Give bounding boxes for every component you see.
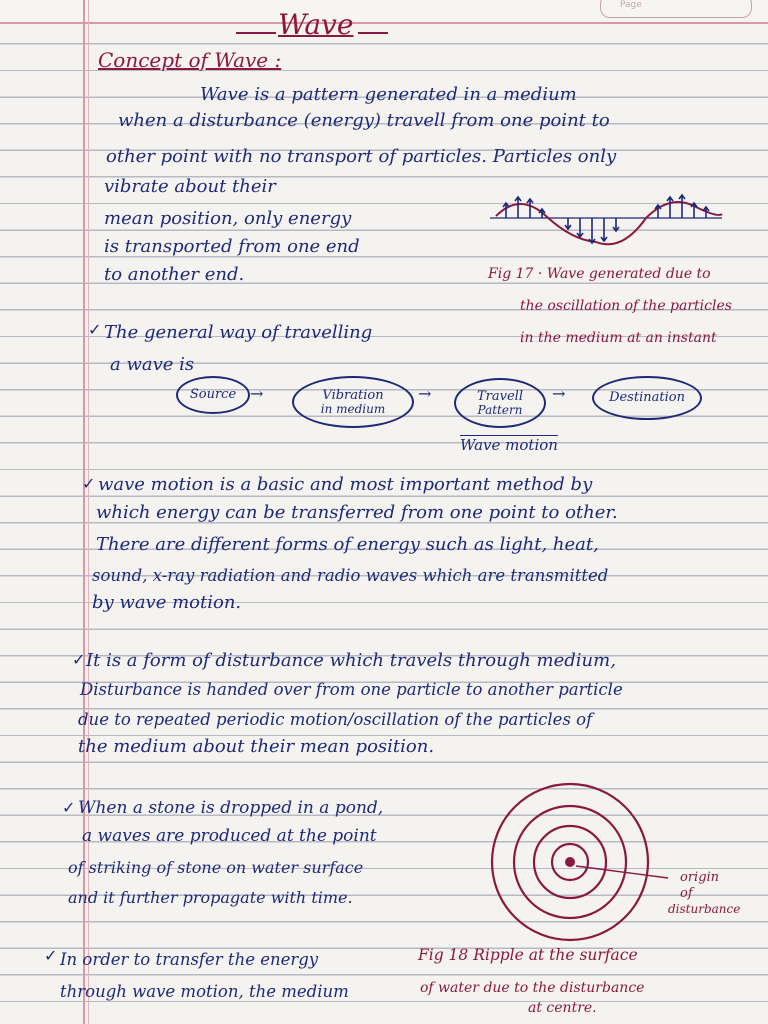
fig18-caption-line: Fig 18 Ripple at the surface — [418, 946, 638, 964]
transfer-line: In order to transfer the energy — [60, 950, 319, 969]
disturbance-line: the medium about their mean position. — [78, 736, 435, 757]
ripple-circles-sketch — [486, 772, 666, 952]
fig17-caption-line: the oscillation of the particles — [520, 298, 732, 314]
transverse-wave-sketch — [490, 186, 730, 256]
stone-line: and it further propagate with time. — [68, 888, 353, 907]
concept-line: vibrate about their — [104, 176, 276, 197]
motion-line: by wave motion. — [92, 592, 242, 613]
flow-arrow: → — [418, 384, 432, 403]
fig17-caption-line: Fig 17 · Wave generated due to — [488, 266, 711, 282]
concept-line: is transported from one end — [104, 236, 360, 257]
flow-node-sublabel: Pattern — [477, 402, 523, 417]
concept-line: mean position, only energy — [104, 208, 352, 229]
flow-arrow: → — [250, 384, 264, 403]
motion-line: wave motion is a basic and most important method by — [98, 474, 593, 495]
origin-label-line: of — [680, 886, 693, 901]
flow-node-sublabel: in medium — [320, 401, 386, 416]
page-label: Page — [620, 0, 642, 10]
stone-line: of striking of stone on water surface — [68, 858, 364, 877]
flow-node-source — [176, 376, 250, 414]
concept-line: to another end. — [104, 264, 245, 285]
fig18-caption-line: of water due to the disturbance — [420, 980, 645, 996]
title-flourish-left — [236, 32, 276, 34]
stone-line: When a stone is dropped in a pond, — [78, 798, 384, 818]
bullet-tick: ✓ — [72, 650, 86, 669]
bullet-tick: ✓ — [82, 474, 96, 493]
wave-motion-caption: Wave motion — [460, 436, 558, 454]
flow-node-label: Source — [189, 387, 237, 403]
flow-node-vibration — [292, 376, 414, 428]
motion-line: There are different forms of energy such as light, heat, — [96, 534, 599, 555]
concept-line: Wave is a pattern generated in a medium — [200, 84, 577, 105]
disturbance-line: due to repeated periodic motion/oscillation of the particles of — [78, 710, 593, 729]
disturbance-line: Disturbance is handed over from one particle to another particle — [80, 680, 623, 699]
origin-label-line: origin — [680, 870, 720, 885]
flow-node-label: Vibration — [322, 387, 384, 403]
bullet-tick: ✓ — [62, 798, 76, 817]
fig18-caption-line: at centre. — [528, 1000, 597, 1016]
motion-line: which energy can be transferred from one point to other. — [96, 502, 618, 523]
travel-intro-line: The general way of travelling — [104, 322, 373, 343]
fig17-caption-line: in the medium at an instant — [520, 330, 717, 346]
disturbance-line: It is a form of disturbance which travels through medium, — [86, 650, 616, 671]
flow-node-travel-pattern — [454, 378, 546, 428]
title-flourish-right — [358, 32, 388, 34]
flow-arrow: → — [552, 384, 566, 403]
flow-node-label: Travell — [477, 388, 523, 404]
bullet-tick: ✓ — [88, 320, 102, 339]
stone-line: a waves are produced at the point — [82, 826, 377, 846]
page-title: Wave — [278, 8, 354, 41]
concept-line: other point with no transport of particles. Particles only — [106, 146, 617, 167]
motion-line: sound, x-ray radiation and radio waves which are transmitted — [92, 566, 609, 585]
flow-node-destination — [592, 376, 702, 420]
origin-label-line: disturbance — [668, 902, 741, 916]
bullet-tick: ✓ — [44, 946, 58, 965]
transfer-line: through wave motion, the medium — [60, 982, 349, 1001]
flow-node-label: Destination — [609, 390, 685, 406]
travel-intro-line: a wave is — [110, 354, 195, 375]
concept-line: when a disturbance (energy) travell from one point to — [118, 110, 610, 131]
section-heading-concept: Concept of Wave : — [98, 48, 282, 72]
